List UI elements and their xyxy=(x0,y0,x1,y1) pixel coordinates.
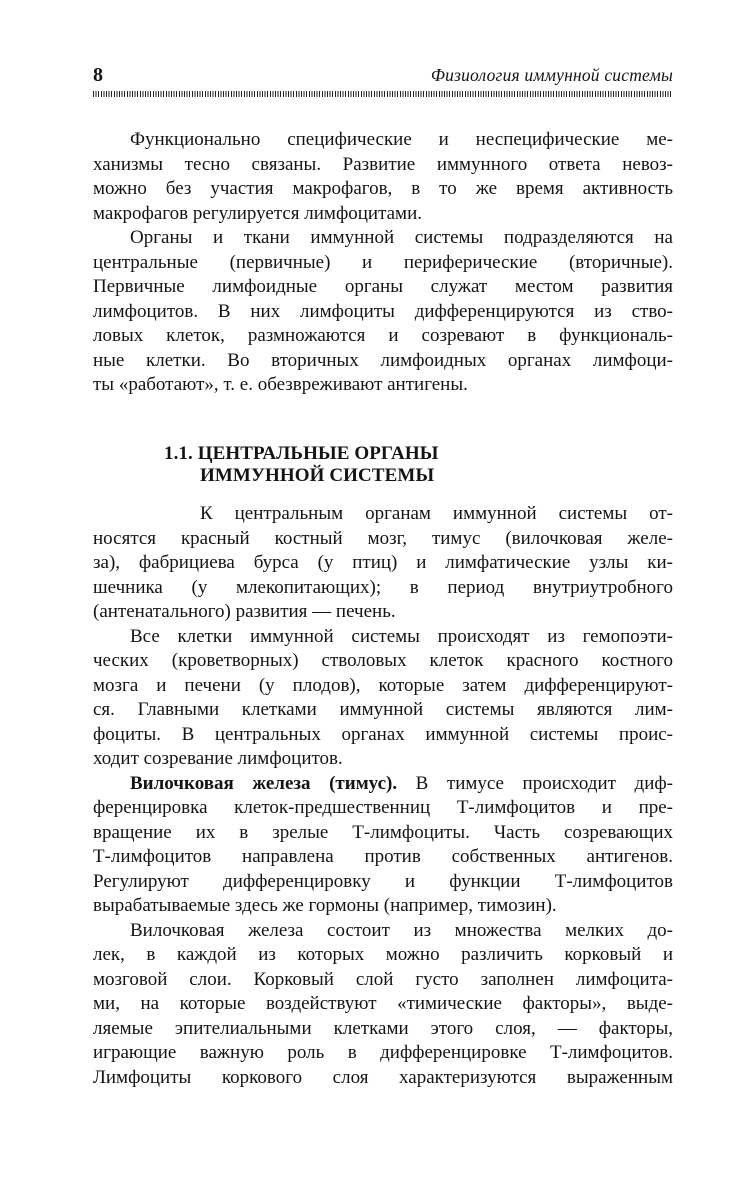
page-number: 8 xyxy=(93,64,103,86)
body-line: Функционально специфические и неспецифические ме- xyxy=(130,129,673,150)
section-heading xyxy=(164,443,439,487)
section-heading-line: ИММУННОЙ СИСТЕМЫ xyxy=(200,465,435,486)
body-line: за), фабрициева бурса (у птиц) и лимфатические узлы ки- xyxy=(93,552,673,573)
body-line: ческих (кроветворных) стволовых клеток красного костного xyxy=(93,650,673,671)
body-line: вращение их в зрелые Т-лимфоциты. Часть созревающих xyxy=(93,821,673,843)
body-line: Все клетки иммунной системы происходят из гемопоэти- xyxy=(130,625,673,647)
body-line: вырабатываемые здесь же гормоны (например, тимозин). xyxy=(93,895,557,916)
body-line: Органы и ткани иммунной системы подразделяются на xyxy=(130,227,673,248)
body-line: центральные (первичные) и периферические (вторичные). xyxy=(93,251,673,273)
body-line: Т-лимфоцитов направлена против собственных антигенов. xyxy=(93,846,673,867)
body-line: ходит созревание лимфоцитов. xyxy=(93,748,343,769)
body-line: ференцировка клеток-предшественниц Т-лимфоцитов и пре- xyxy=(93,797,673,818)
paragraph xyxy=(93,128,673,226)
header-rule xyxy=(93,91,673,97)
paragraph xyxy=(93,625,673,772)
body-line: шечника (у млекопитающих); в период внутриутробного xyxy=(93,576,673,598)
body-line: ханизмы тесно связаны. Развитие иммунного ответа невоз- xyxy=(93,153,673,175)
paragraph xyxy=(93,502,673,625)
body-line: ляемые эпителиальными клетками этого слоя, — факторы, xyxy=(93,1017,673,1039)
body-line: Лимфоциты коркового слоя характеризуются выраженным xyxy=(93,1066,673,1088)
paragraph xyxy=(93,772,673,919)
body-line: ты «работают», т. е. обезвреживают антигены. xyxy=(93,374,468,395)
body-line: ми, на которые воздействуют «тимические факторы», выде- xyxy=(93,993,673,1014)
body-line: носятся красный костный мозг, тимус (вилочковая желе- xyxy=(93,527,673,549)
body-line: ся. Главными клетками иммунной системы являются лим- xyxy=(93,699,673,720)
body-line: ловых клеток, размножаются и созревают в функциональ- xyxy=(93,325,673,346)
body-line: мозга и печени (у плодов), которые затем дифференцируют- xyxy=(93,674,673,696)
body-text-after-heading xyxy=(93,502,673,1090)
bold-lead: Вилочковая железа (тимус). xyxy=(130,772,398,794)
body-line: мозговой слои. Корковый слой густо заполнен лимфоцита- xyxy=(93,968,673,990)
body-line: К центральным органам иммунной системы от- xyxy=(200,503,673,524)
body-line: лимфоцитов. В них лимфоциты дифференцируются из ство- xyxy=(93,300,673,322)
body-line: фоциты. В центральных органах иммунной системы проис- xyxy=(93,723,673,745)
body-line: макрофагов регулируется лимфоцитами. xyxy=(93,202,423,224)
body-line: Регулируют дифференцировку и функции Т-лимфоцитов xyxy=(93,870,673,892)
body-line: лек, в каждой из которых можно различить корковый и xyxy=(93,944,673,965)
body-line: Вилочковая железа (тимус). В тимусе происходит диф- xyxy=(130,772,673,794)
section-heading-line: 1.1. ЦЕНТРАЛЬНЫЕ ОРГАНЫ xyxy=(164,443,439,464)
paragraph xyxy=(93,919,673,1091)
body-line: можно без участия макрофагов, в то же время активность xyxy=(93,178,673,199)
body-line: играющие важную роль в дифференцировке Т-лимфоцитов. xyxy=(93,1042,673,1063)
body-line: ные клетки. Во вторичных лимфоидных органах лимфоци- xyxy=(93,349,673,371)
running-header xyxy=(93,64,673,87)
body-line: (антенатального) развития — печень. xyxy=(93,601,396,622)
body-text-before-heading xyxy=(93,128,673,398)
running-title: Физиология иммунной системы xyxy=(430,65,673,85)
body-line: Вилочковая железа состоит из множества мелких до- xyxy=(130,919,673,941)
paragraph xyxy=(93,226,673,398)
body-line: Первичные лимфоидные органы служат местом развития xyxy=(93,276,673,297)
